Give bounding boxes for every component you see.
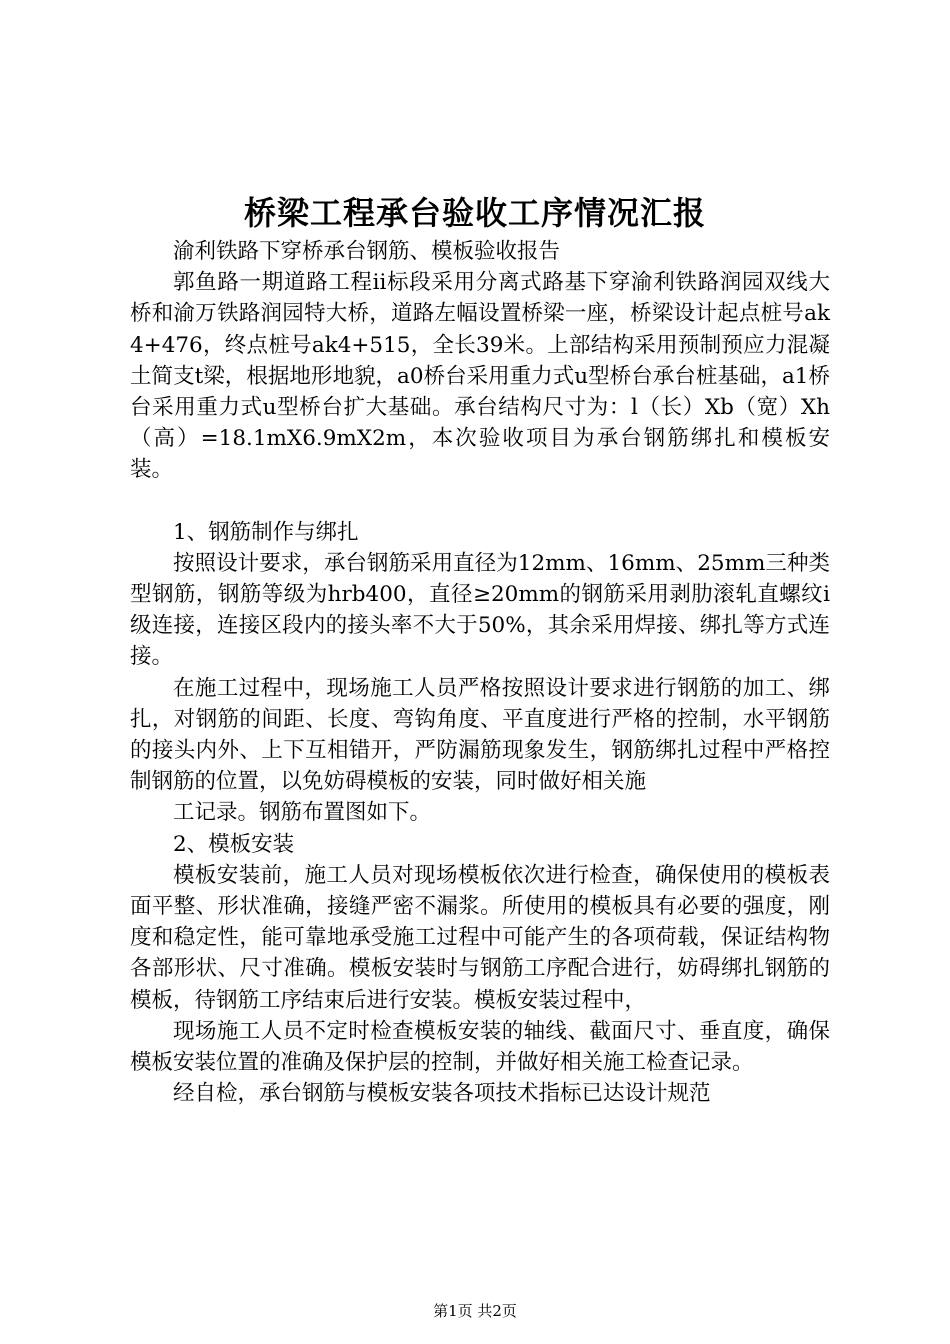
- formwork-inspection-paragraph: 模板安装前，施工人员对现场模板依次进行检查，确保使用的模板表面平整、形状准确，接缝严密不漏浆。所使用的模板具有必要的强度，刚度和稳定性，能可靠地承受施工过程中可能产生的各项荷载，保证结构物各部形状、尺寸准确。模板安装时与钢筋工序配合进行，妨碍绑扎钢筋的模板，待钢筋工序结束后进行安装。模板安装过程中，: [130, 862, 830, 1013]
- report-subtitle: 渝利铁路下穿桥承台钢筋、模板验收报告: [173, 239, 561, 264]
- section-heading-formwork: 2、模板安装: [173, 831, 295, 857]
- self-check-paragraph: 经自检，承台钢筋与模板安装各项技术指标已达设计规范: [173, 1081, 711, 1107]
- rebar-record-paragraph: 工记录。钢筋布置图如下。: [173, 800, 432, 826]
- paragraph-gap: [130, 486, 830, 517]
- formwork-check-paragraph: 现场施工人员不定时检查模板安装的轴线、截面尺寸、垂直度，确保模板安装位置的准确及保护层的控制，并做好相关施工检查记录。: [130, 1018, 830, 1076]
- rebar-construction-paragraph: 在施工过程中，现场施工人员严格按照设计要求进行钢筋的加工、绑扎，对钢筋的间距、长度、弯钩角度、平直度进行严格的控制，水平钢筋的接头内外、上下互相错开，严防漏筋现象发生，钢筋绑扎过程中严格控制钢筋的位置，以免妨碍模板的安装，同时做好相关施: [130, 675, 830, 795]
- document-title: 桥梁工程承台验收工序情况汇报: [243, 194, 706, 232]
- document-body: [130, 236, 830, 1109]
- section-heading-rebar: 1、钢筋制作与绑扎: [173, 519, 359, 545]
- project-overview-paragraph: 郭鱼路一期道路工程ii标段采用分离式路基下穿渝利铁路润园双线大桥和渝万铁路润园特大桥，道路左幅设置桥梁一座，桥梁设计起点桩号ak4+476，终点桩号ak4+515，全长39米。上部结构采用预制预应力混凝土简支t梁，根据地形地貌，a0桥台采用重力式u型桥台承台桩基础，a1桥台采用重力式u型桥台扩大基础。承台结构尺寸为：l（长）Xb（宽）Xh（高）=18.1mX6.9mX2m，本次验收项目为承台钢筋绑扎和模板安装。: [130, 270, 830, 483]
- rebar-spec-paragraph: 按照设计要求，承台钢筋采用直径为12mm、16mm、25mm三种类型钢筋，钢筋等级为hrb400，直径≥20mm的钢筋采用剥肋滚轧直螺纹i级连接，连接区段内的接头率不大于50%，其余采用焊接、绑扎等方式连接。: [130, 550, 830, 670]
- page-number-footer: 第1页 共2页: [433, 1302, 517, 1320]
